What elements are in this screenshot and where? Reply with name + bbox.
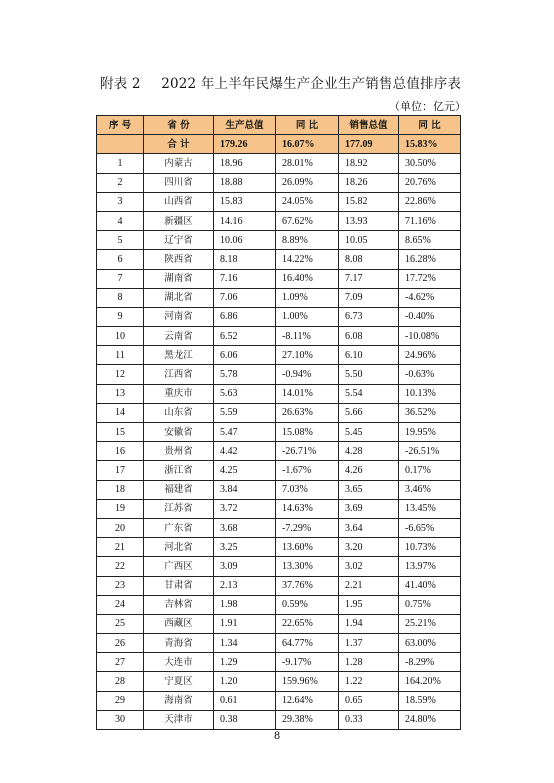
sales-yoy-cell: 30.50% — [399, 154, 461, 173]
province-cell: 安徽省 — [144, 423, 214, 442]
rank-cell: 25 — [97, 614, 144, 633]
table-row — [97, 672, 461, 691]
production-yoy-cell: 15.08% — [276, 423, 339, 442]
header-province: 省 份 — [144, 116, 214, 135]
sales-yoy-cell: 24.96% — [399, 346, 461, 365]
sales-yoy-cell: 0.75% — [399, 595, 461, 614]
province-cell: 山东省 — [144, 403, 214, 422]
table-row — [97, 614, 461, 633]
rank-cell: 13 — [97, 384, 144, 403]
production-yoy-cell: 0.59% — [276, 595, 339, 614]
header-sales-yoy: 同 比 — [399, 116, 461, 135]
table-row — [97, 384, 461, 403]
rank-cell: 9 — [97, 307, 144, 326]
rank-cell: 14 — [97, 403, 144, 422]
sales-cell: 3.64 — [339, 518, 399, 537]
sales-yoy-cell: -0.40% — [399, 307, 461, 326]
production-cell: 1.34 — [214, 634, 276, 653]
sales-yoy-cell: 3.46% — [399, 480, 461, 499]
table-row — [97, 307, 461, 326]
sales-cell: 15.82 — [339, 192, 399, 211]
production-cell: 1.98 — [214, 595, 276, 614]
province-cell: 大连市 — [144, 653, 214, 672]
production-yoy-cell: 26.09% — [276, 173, 339, 192]
table-body — [97, 135, 461, 730]
production-yoy-cell: 29.38% — [276, 710, 339, 729]
production-yoy-cell: -0.94% — [276, 365, 339, 384]
table-row — [97, 480, 461, 499]
production-cell: 1.29 — [214, 653, 276, 672]
table-row — [97, 154, 461, 173]
sales-cell: 2.21 — [339, 576, 399, 595]
production-cell: 6.86 — [214, 307, 276, 326]
sales-yoy-cell: 10.73% — [399, 538, 461, 557]
production-cell: 4.25 — [214, 461, 276, 480]
production-yoy-cell: -8.11% — [276, 327, 339, 346]
production-yoy-cell: -9.17% — [276, 653, 339, 672]
sales-cell: 3.65 — [339, 480, 399, 499]
total-rank-cell — [97, 135, 144, 154]
sales-yoy-cell: 17.72% — [399, 269, 461, 288]
rank-cell: 3 — [97, 192, 144, 211]
sales-yoy-cell: 8.65% — [399, 231, 461, 250]
rank-cell: 5 — [97, 231, 144, 250]
rank-cell: 10 — [97, 327, 144, 346]
production-cell: 6.06 — [214, 346, 276, 365]
production-yoy-cell: 37.76% — [276, 576, 339, 595]
sales-yoy-cell: -8.29% — [399, 653, 461, 672]
rank-cell: 30 — [97, 710, 144, 729]
province-cell: 广西区 — [144, 557, 214, 576]
production-cell: 1.91 — [214, 614, 276, 633]
rank-cell: 22 — [97, 557, 144, 576]
production-cell: 3.84 — [214, 480, 276, 499]
sales-yoy-cell: 41.40% — [399, 576, 461, 595]
table-row — [97, 327, 461, 346]
province-cell: 西藏区 — [144, 614, 214, 633]
table-row — [97, 653, 461, 672]
production-cell: 2.13 — [214, 576, 276, 595]
table-row — [97, 365, 461, 384]
title-text: 2022 年上半年民爆生产企业生产销售总值排序表 — [161, 76, 462, 92]
sales-yoy-cell: 22.86% — [399, 192, 461, 211]
rank-cell: 4 — [97, 211, 144, 230]
production-yoy-cell: 1.09% — [276, 288, 339, 307]
table-row — [97, 576, 461, 595]
sales-yoy-cell: 16.28% — [399, 250, 461, 269]
table-row — [97, 403, 461, 422]
table-row — [97, 710, 461, 729]
production-yoy-cell: 159.96% — [276, 672, 339, 691]
production-yoy-cell: 14.63% — [276, 499, 339, 518]
production-cell: 5.47 — [214, 423, 276, 442]
province-cell: 福建省 — [144, 480, 214, 499]
production-cell: 14.16 — [214, 211, 276, 230]
header-production-yoy: 同 比 — [276, 116, 339, 135]
sales-yoy-cell: -10.08% — [399, 327, 461, 346]
production-yoy-cell: 16.40% — [276, 269, 339, 288]
table-row — [97, 595, 461, 614]
province-cell: 江苏省 — [144, 499, 214, 518]
table-row — [97, 499, 461, 518]
sales-yoy-cell: 24.80% — [399, 710, 461, 729]
production-yoy-cell: 64.77% — [276, 634, 339, 653]
table-row — [97, 269, 461, 288]
province-cell: 河北省 — [144, 538, 214, 557]
production-yoy-cell: 7.03% — [276, 480, 339, 499]
province-cell: 吉林省 — [144, 595, 214, 614]
rank-cell: 2 — [97, 173, 144, 192]
province-cell: 黑龙江 — [144, 346, 214, 365]
rank-cell: 7 — [97, 269, 144, 288]
production-cell: 15.83 — [214, 192, 276, 211]
rank-cell: 27 — [97, 653, 144, 672]
sales-cell: 4.26 — [339, 461, 399, 480]
rank-cell: 6 — [97, 250, 144, 269]
header-row — [97, 116, 461, 135]
ranking-table — [96, 115, 461, 730]
sales-cell: 6.73 — [339, 307, 399, 326]
rank-cell: 21 — [97, 538, 144, 557]
province-cell: 海南省 — [144, 691, 214, 710]
production-cell: 0.38 — [214, 710, 276, 729]
rank-cell: 19 — [97, 499, 144, 518]
total-label: 合 计 — [144, 135, 214, 154]
table-row — [97, 423, 461, 442]
total-sales-yoy: 15.83% — [399, 135, 461, 154]
production-yoy-cell: 26.63% — [276, 403, 339, 422]
sales-cell: 6.08 — [339, 327, 399, 346]
sales-yoy-cell: 13.97% — [399, 557, 461, 576]
rank-cell: 18 — [97, 480, 144, 499]
province-cell: 内蒙古 — [144, 154, 214, 173]
sales-yoy-cell: -6.65% — [399, 518, 461, 537]
sales-yoy-cell: 13.45% — [399, 499, 461, 518]
province-cell: 广东省 — [144, 518, 214, 537]
production-cell: 10.06 — [214, 231, 276, 250]
province-cell: 重庆市 — [144, 384, 214, 403]
sales-cell: 4.28 — [339, 442, 399, 461]
province-cell: 甘肃省 — [144, 576, 214, 595]
header-rank: 序 号 — [97, 116, 144, 135]
province-cell: 贵州省 — [144, 442, 214, 461]
sales-cell: 6.10 — [339, 346, 399, 365]
sales-yoy-cell: 63.00% — [399, 634, 461, 653]
province-cell: 浙江省 — [144, 461, 214, 480]
production-cell: 3.09 — [214, 557, 276, 576]
sales-cell: 7.17 — [339, 269, 399, 288]
sales-yoy-cell: 71.16% — [399, 211, 461, 230]
rank-cell: 29 — [97, 691, 144, 710]
production-cell: 6.52 — [214, 327, 276, 346]
production-yoy-cell: 27.10% — [276, 346, 339, 365]
production-cell: 3.25 — [214, 538, 276, 557]
production-yoy-cell: 14.01% — [276, 384, 339, 403]
table-row — [97, 192, 461, 211]
rank-cell: 28 — [97, 672, 144, 691]
sales-cell: 7.09 — [339, 288, 399, 307]
rank-cell: 17 — [97, 461, 144, 480]
sales-yoy-cell: 36.52% — [399, 403, 461, 422]
production-yoy-cell: 8.89% — [276, 231, 339, 250]
table-row — [97, 538, 461, 557]
production-yoy-cell: -7.29% — [276, 518, 339, 537]
page-number: 8 — [273, 731, 281, 742]
rank-cell: 1 — [97, 154, 144, 173]
production-yoy-cell: 12.64% — [276, 691, 339, 710]
production-yoy-cell: 67.62% — [276, 211, 339, 230]
rank-cell: 15 — [97, 423, 144, 442]
table-row — [97, 288, 461, 307]
production-cell: 5.63 — [214, 384, 276, 403]
production-yoy-cell: 22.65% — [276, 614, 339, 633]
production-cell: 5.78 — [214, 365, 276, 384]
sales-cell: 3.02 — [339, 557, 399, 576]
province-cell: 陕西省 — [144, 250, 214, 269]
production-cell: 5.59 — [214, 403, 276, 422]
rank-cell: 23 — [97, 576, 144, 595]
rank-cell: 16 — [97, 442, 144, 461]
sales-cell: 3.20 — [339, 538, 399, 557]
sales-cell: 1.28 — [339, 653, 399, 672]
production-cell: 18.88 — [214, 173, 276, 192]
rank-cell: 12 — [97, 365, 144, 384]
production-cell: 8.18 — [214, 250, 276, 269]
province-cell: 湖北省 — [144, 288, 214, 307]
sales-yoy-cell: 25.21% — [399, 614, 461, 633]
production-yoy-cell: 13.60% — [276, 538, 339, 557]
sales-cell: 3.69 — [339, 499, 399, 518]
table-row — [97, 557, 461, 576]
sales-cell: 13.93 — [339, 211, 399, 230]
table-row — [97, 634, 461, 653]
sales-yoy-cell: -0.63% — [399, 365, 461, 384]
rank-cell: 24 — [97, 595, 144, 614]
table-header — [97, 116, 461, 135]
production-cell: 3.68 — [214, 518, 276, 537]
total-production-yoy: 16.07% — [276, 135, 339, 154]
production-yoy-cell: 28.01% — [276, 154, 339, 173]
sales-cell: 8.08 — [339, 250, 399, 269]
sales-yoy-cell: 0.17% — [399, 461, 461, 480]
table-row — [97, 518, 461, 537]
production-cell: 7.16 — [214, 269, 276, 288]
production-cell: 3.72 — [214, 499, 276, 518]
sales-cell: 1.95 — [339, 595, 399, 614]
total-production: 179.26 — [214, 135, 276, 154]
rank-cell: 8 — [97, 288, 144, 307]
table-row — [97, 231, 461, 250]
sales-cell: 5.45 — [339, 423, 399, 442]
sales-cell: 1.22 — [339, 672, 399, 691]
production-cell: 7.06 — [214, 288, 276, 307]
production-cell: 4.42 — [214, 442, 276, 461]
rank-cell: 26 — [97, 634, 144, 653]
total-sales: 177.09 — [339, 135, 399, 154]
unit-note: （单位：亿元） — [389, 100, 466, 113]
sales-yoy-cell: 18.59% — [399, 691, 461, 710]
sales-yoy-cell: 19.95% — [399, 423, 461, 442]
rank-cell: 11 — [97, 346, 144, 365]
province-cell: 青海省 — [144, 634, 214, 653]
province-cell: 山西省 — [144, 192, 214, 211]
production-cell: 18.96 — [214, 154, 276, 173]
sales-yoy-cell: -4.62% — [399, 288, 461, 307]
sales-cell: 0.33 — [339, 710, 399, 729]
production-yoy-cell: -1.67% — [276, 461, 339, 480]
sales-yoy-cell: 20.76% — [399, 173, 461, 192]
table-row — [97, 691, 461, 710]
total-row — [97, 135, 461, 154]
production-yoy-cell: 1.00% — [276, 307, 339, 326]
header-production: 生产总值 — [214, 116, 276, 135]
sales-yoy-cell: 164.20% — [399, 672, 461, 691]
province-cell: 新疆区 — [144, 211, 214, 230]
header-sales: 销售总值 — [339, 116, 399, 135]
province-cell: 江西省 — [144, 365, 214, 384]
sales-cell: 5.66 — [339, 403, 399, 422]
production-yoy-cell: 24.05% — [276, 192, 339, 211]
sales-cell: 5.54 — [339, 384, 399, 403]
sales-cell: 18.26 — [339, 173, 399, 192]
rank-cell: 20 — [97, 518, 144, 537]
sales-cell: 1.37 — [339, 634, 399, 653]
table-row — [97, 173, 461, 192]
sales-cell: 18.92 — [339, 154, 399, 173]
production-cell: 0.61 — [214, 691, 276, 710]
sales-cell: 5.50 — [339, 365, 399, 384]
province-cell: 四川省 — [144, 173, 214, 192]
sales-yoy-cell: -26.51% — [399, 442, 461, 461]
province-cell: 宁夏区 — [144, 672, 214, 691]
table-row — [97, 442, 461, 461]
production-cell: 1.20 — [214, 672, 276, 691]
table-row — [97, 346, 461, 365]
table-row — [97, 461, 461, 480]
province-cell: 河南省 — [144, 307, 214, 326]
production-yoy-cell: 13.30% — [276, 557, 339, 576]
sales-yoy-cell: 10.13% — [399, 384, 461, 403]
production-yoy-cell: -26.71% — [276, 442, 339, 461]
province-cell: 天津市 — [144, 710, 214, 729]
province-cell: 云南省 — [144, 327, 214, 346]
province-cell: 辽宁省 — [144, 231, 214, 250]
sales-cell: 0.65 — [339, 691, 399, 710]
sales-cell: 10.05 — [339, 231, 399, 250]
appendix-label: 附表 2 — [100, 76, 141, 92]
table-row — [97, 211, 461, 230]
table-title — [100, 72, 461, 92]
table-row — [97, 250, 461, 269]
sales-cell: 1.94 — [339, 614, 399, 633]
province-cell: 湖南省 — [144, 269, 214, 288]
production-yoy-cell: 14.22% — [276, 250, 339, 269]
